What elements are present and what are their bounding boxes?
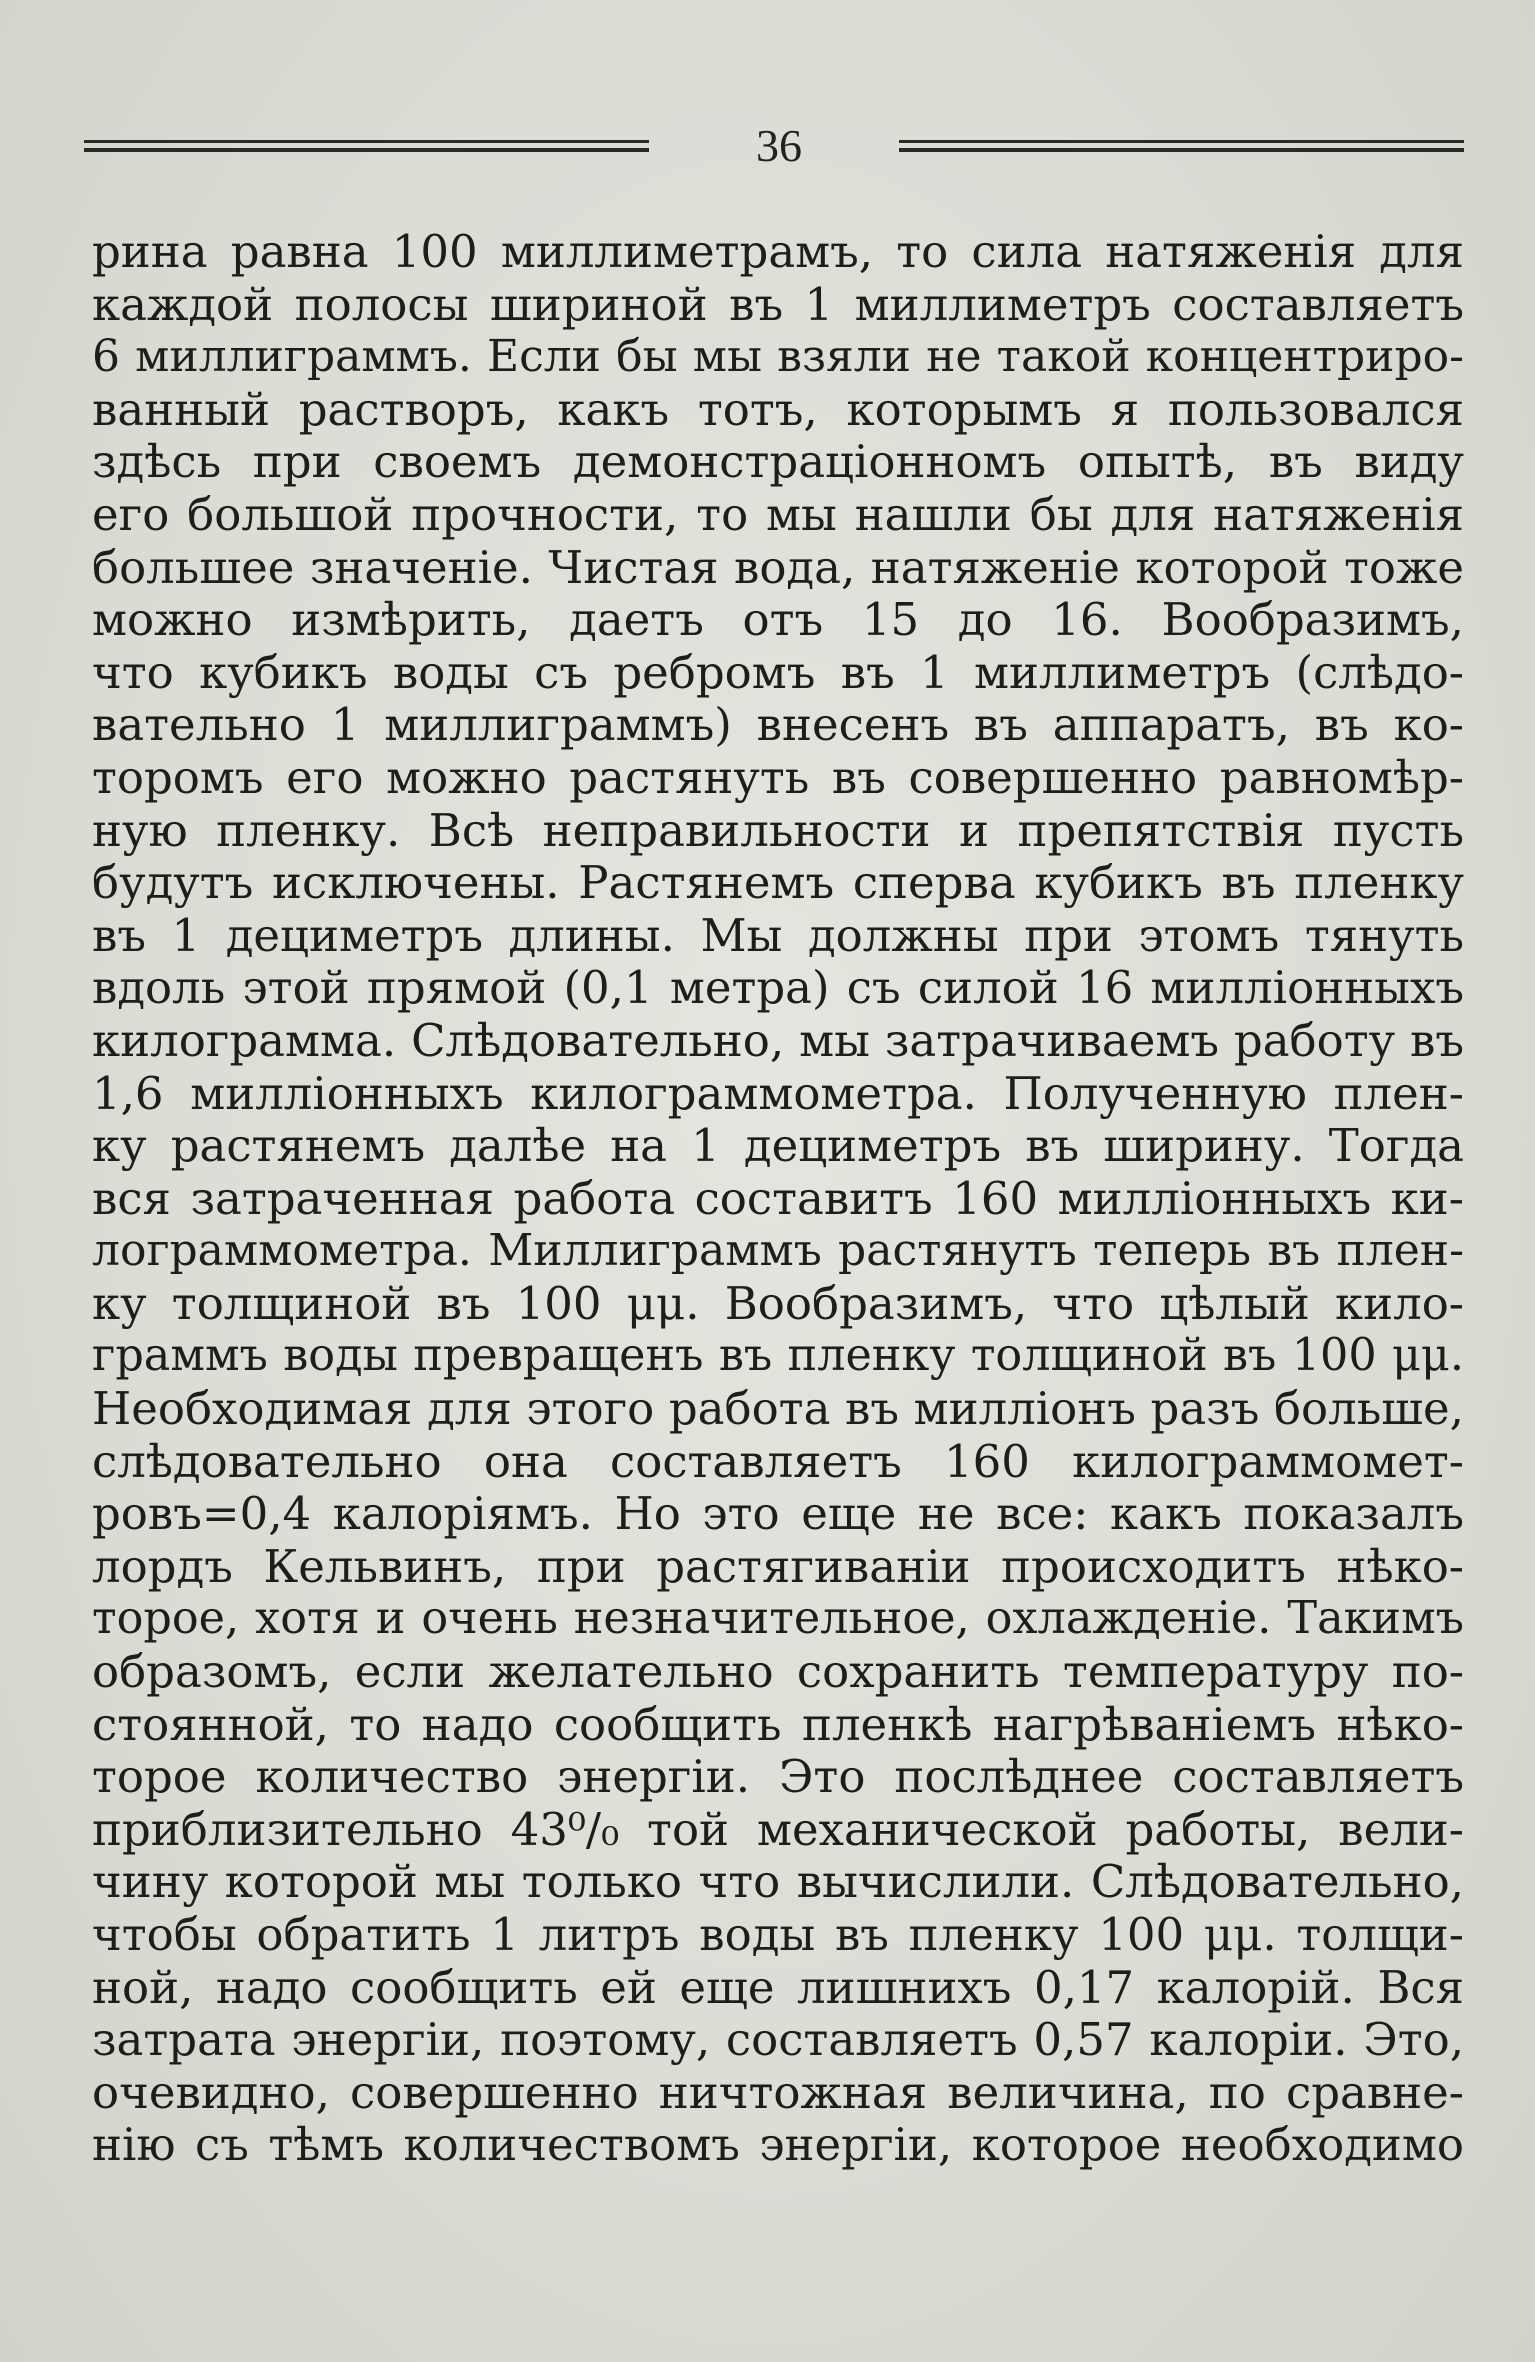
- text-line: можно измѣрить, даетъ отъ 15 до 16. Вообразимъ,: [92, 593, 1464, 647]
- text-line: будутъ исключены. Растянемъ сперва кубикъ въ пленку: [92, 856, 1464, 910]
- text-line: его большой прочности, то мы нашли бы для натяженія: [92, 487, 1464, 541]
- text-line: большее значеніе. Чистая вода, натяженіе которой тоже: [92, 540, 1464, 594]
- text-line: каждой полосы шириной въ 1 миллиметръ составляетъ: [92, 277, 1464, 331]
- text-line: торомъ его можно растянуть въ совершенно равномѣр-: [92, 750, 1464, 804]
- text-line: образомъ, если желательно сохранить температуру по-: [92, 1645, 1464, 1699]
- text-line: стоянной, то надо сообщить пленкѣ нагрѣваніемъ нѣко-: [92, 1697, 1464, 1751]
- text-line: очевидно, совершенно ничтожная величина, по сравне-: [92, 2065, 1464, 2119]
- text-line: здѣсь при своемъ демонстраціонномъ опытѣ, въ виду: [92, 435, 1464, 489]
- text-line: ку растянемъ далѣе на 1 дециметръ въ ширину. Тогда: [92, 1119, 1464, 1173]
- header-rule-right: [899, 140, 1464, 154]
- text-line: рина равна 100 миллиметрамъ, то сила натяженія для: [92, 225, 1464, 278]
- text-line: ванный растворъ, какъ тотъ, которымъ я пользовался: [92, 382, 1464, 436]
- text-line: ной, надо сообщить ей еще лишнихъ 0,17 калорій. Вся: [92, 1960, 1464, 2014]
- text-line: ровъ=0,4 калоріямъ. Но это еще не все: какъ показалъ: [92, 1487, 1464, 1541]
- text-line: ку толщиной въ 100 μμ. Вообразимъ, что цѣлый кило-: [92, 1276, 1464, 1330]
- text-line: торое, хотя и очень незначительное, охлажденіе. Такимъ: [92, 1593, 1464, 1645]
- text-line: торое количество энергіи. Это послѣднее составляетъ: [92, 1750, 1464, 1804]
- text-line: килограмма. Слѣдовательно, мы затрачиваемъ работу въ: [92, 1013, 1464, 1067]
- text-line: слѣдовательно она составляетъ 160 килограммомет-: [92, 1434, 1464, 1488]
- text-line: вдоль этой прямой (0,1 метра) съ силой 16 милліонныхъ: [92, 961, 1464, 1015]
- text-line: затрата энергіи, поэтому, составляетъ 0,57 калоріи. Это,: [92, 2013, 1464, 2067]
- header-rule-left: [84, 140, 649, 154]
- text-line: вательно 1 миллиграммъ) внесенъ въ аппаратъ, въ ко-: [92, 698, 1464, 752]
- text-line: 6 миллиграммъ. Если бы мы взяли не такой концентриро-: [92, 331, 1464, 383]
- text-line: ную пленку. Всѣ неправильности и препятствія пусть: [92, 803, 1464, 857]
- text-line: Необходимая для этого работа въ милліонъ разъ больше,: [92, 1382, 1464, 1436]
- page-header: [84, 118, 1464, 178]
- text-line: чтобы обратить 1 литръ воды въ пленку 100 μμ. толщи-: [92, 1908, 1464, 1961]
- text-line: приблизительно 43⁰/₀ той механической работы, вели-: [92, 1802, 1464, 1856]
- text-line: вся затраченная работа составитъ 160 милліонныхъ ки-: [92, 1171, 1464, 1225]
- text-line: что кубикъ воды съ ребромъ въ 1 миллиметръ (слѣдо-: [92, 645, 1464, 699]
- text-line: лограммометра. Миллиграммъ растянутъ теперь въ плен-: [92, 1225, 1464, 1277]
- text-line: 1,6 милліонныхъ килограммометра. Полученную плен-: [92, 1066, 1464, 1120]
- text-line: чину которой мы только что вычислили. Слѣдовательно,: [92, 1855, 1464, 1909]
- text-line: граммъ воды превращенъ въ пленку толщиной въ 100 μμ.: [92, 1330, 1464, 1382]
- text-line: въ 1 дециметръ длины. Мы должны при этомъ тянуть: [92, 908, 1464, 962]
- page-number: 36: [756, 120, 802, 171]
- text-line: нію съ тѣмъ количествомъ энергіи, которое необходимо: [92, 2118, 1464, 2172]
- text-line: лордъ Кельвинъ, при растягиваніи происходитъ нѣко-: [92, 1539, 1464, 1593]
- body-text: [92, 226, 1464, 2172]
